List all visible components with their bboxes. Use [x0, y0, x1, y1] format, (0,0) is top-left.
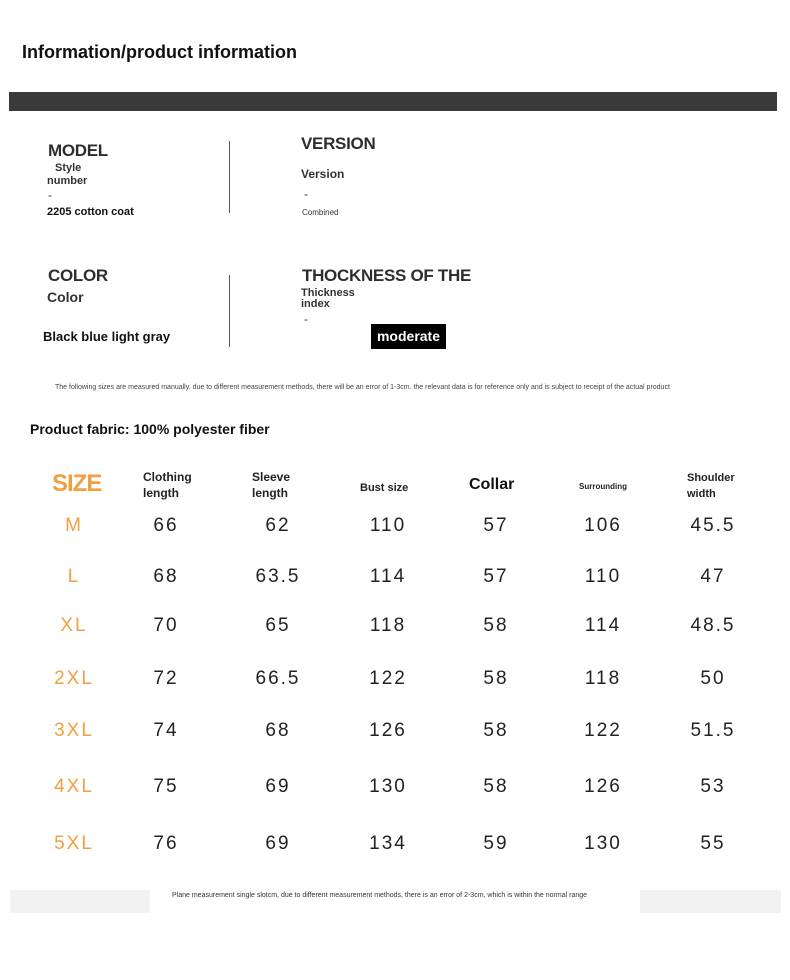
footer-note: Plane measurement single slotcm, due to different measurement methods, there is an error of 2-3cm, which is within the normal range — [172, 892, 588, 899]
measurement-note: The following sizes are measured manually. due to different measurement methods, there will be an error of 1-3cm. the relevant data is for reference only and is subject to receipt of the actual product — [55, 384, 670, 391]
model-divider — [229, 141, 230, 213]
clothing-length-cell: 66 — [153, 515, 179, 536]
sleeve-length-cell: 69 — [265, 776, 291, 797]
bust-size-cell: 110 — [369, 515, 407, 536]
table-row — [0, 720, 790, 760]
shoulder-width-cell: 45.5 — [690, 515, 736, 536]
collar-cell: 57 — [483, 515, 509, 536]
model-value: 2205 cotton coat — [47, 206, 134, 218]
sleeve-length-cell: 66.5 — [255, 668, 301, 689]
version-value: Combined — [302, 208, 339, 217]
size-cell: XL — [60, 615, 88, 636]
surrounding-cell: 106 — [584, 515, 622, 536]
sleeve-length-cell: 65 — [265, 615, 291, 636]
surrounding-cell: 114 — [584, 615, 622, 636]
sleeve-length-header-line2: length — [252, 486, 288, 500]
bust-size-cell: 118 — [369, 615, 407, 636]
color-divider — [229, 275, 230, 347]
clothing-length-header-line2: length — [143, 486, 179, 500]
model-sub-line2: number — [47, 175, 88, 187]
collar-header: Collar — [469, 476, 515, 493]
version-dash: - — [304, 187, 308, 201]
table-row — [0, 668, 790, 708]
color-sub: Color — [47, 289, 84, 305]
bust-size-cell: 130 — [369, 776, 407, 797]
thickness-heading: THOCKNESS OF THE — [302, 266, 471, 285]
clothing-length-cell: 74 — [153, 720, 179, 741]
table-row — [0, 776, 790, 816]
version-sub: Version — [301, 167, 345, 181]
clothing-length-cell: 76 — [153, 833, 179, 854]
surrounding-cell: 122 — [584, 720, 622, 741]
sleeve-length-header-line1: Sleeve — [252, 470, 291, 484]
thickness-sub-line2: index — [301, 298, 330, 310]
surrounding-header: Surrounding — [579, 482, 627, 491]
clothing-length-cell: 70 — [153, 615, 179, 636]
footer-note-box — [150, 886, 640, 914]
sleeve-length-header — [252, 469, 290, 501]
shoulder-width-cell: 51.5 — [690, 720, 736, 741]
surrounding-cell: 126 — [584, 776, 622, 797]
surrounding-cell: 118 — [584, 668, 622, 689]
size-cell: 4XL — [54, 776, 94, 797]
size-cell: M — [65, 515, 83, 536]
bust-size-cell: 114 — [369, 566, 407, 587]
collar-cell: 58 — [483, 615, 509, 636]
size-cell: 5XL — [54, 833, 94, 854]
size-cell: 3XL — [54, 720, 94, 741]
size-cell: 2XL — [54, 668, 94, 689]
surrounding-cell: 110 — [584, 566, 622, 587]
bust-size-header: Bust size — [360, 482, 409, 494]
shoulder-width-cell: 48.5 — [690, 615, 736, 636]
shoulder-width-header — [687, 470, 735, 502]
size-cell: L — [67, 566, 81, 587]
collar-cell: 58 — [483, 720, 509, 741]
size-column-header: SIZE — [52, 470, 102, 497]
clothing-length-cell: 72 — [153, 668, 179, 689]
collar-cell: 57 — [483, 566, 509, 587]
header-divider-bar — [9, 92, 777, 111]
sleeve-length-cell: 68 — [265, 720, 291, 741]
bust-size-cell: 134 — [369, 833, 407, 854]
table-row — [0, 833, 790, 873]
shoulder-width-cell: 47 — [700, 566, 726, 587]
clothing-length-cell: 68 — [153, 566, 179, 587]
collar-cell: 58 — [483, 776, 509, 797]
clothing-length-cell: 75 — [153, 776, 179, 797]
thickness-dash: - — [304, 312, 308, 326]
thickness-sub-line1: Thickness — [301, 287, 355, 299]
surrounding-cell: 130 — [584, 833, 622, 854]
model-sub-line1: Style — [55, 162, 82, 174]
page-title: Information/product information — [22, 42, 297, 62]
sleeve-length-cell: 63.5 — [255, 566, 301, 587]
shoulder-width-cell: 53 — [700, 776, 726, 797]
collar-cell: 58 — [483, 668, 509, 689]
model-dash: - — [48, 188, 52, 202]
sleeve-length-cell: 69 — [265, 833, 291, 854]
clothing-length-header — [143, 469, 192, 501]
thickness-value-badge: moderate — [371, 324, 446, 349]
sleeve-length-cell: 62 — [265, 515, 291, 536]
bust-size-cell: 122 — [369, 668, 407, 689]
version-heading: VERSION — [301, 134, 376, 153]
table-row — [0, 615, 790, 655]
color-heading: COLOR — [48, 266, 108, 285]
clothing-length-header-line1: Clothing — [143, 470, 192, 484]
table-row — [0, 515, 790, 555]
shoulder-width-cell: 55 — [700, 833, 726, 854]
color-value: Black blue light gray — [43, 329, 171, 344]
model-heading: MODEL — [48, 141, 108, 160]
shoulder-width-header-line2: width — [687, 488, 716, 500]
bust-size-cell: 126 — [369, 720, 407, 741]
collar-cell: 59 — [483, 833, 509, 854]
shoulder-width-cell: 50 — [700, 668, 726, 689]
fabric-info: Product fabric: 100% polyester fiber — [30, 421, 270, 437]
table-row — [0, 566, 790, 606]
shoulder-width-header-line1: Shoulder — [687, 472, 735, 484]
